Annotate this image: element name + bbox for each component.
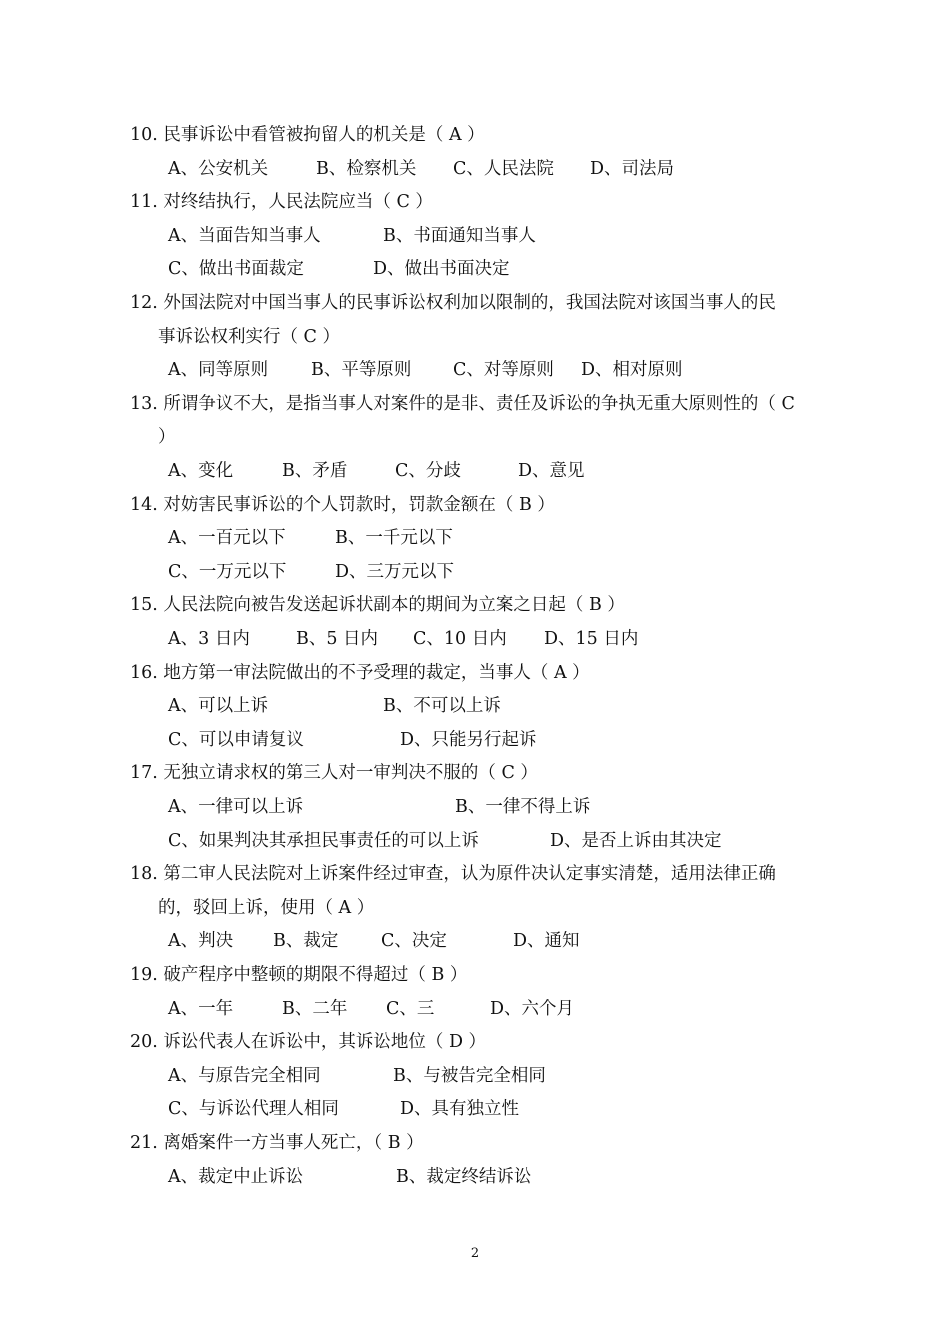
answer-option: B、矛盾	[282, 461, 348, 481]
answer-option: A、3 日内	[168, 629, 250, 649]
answer-option: C、三	[386, 998, 435, 1019]
question-stem-continued: 的，驳回上诉，使用（ A ）	[158, 897, 375, 918]
question-stem: 14. 对妨害民事诉讼的个人罚款时，罚款金额在（ B ）	[130, 494, 555, 515]
answer-option: A、变化	[168, 461, 234, 481]
page-number: 2	[470, 1246, 480, 1261]
answer-option: D、六个月	[490, 998, 575, 1019]
answer-option: C、分歧	[395, 461, 461, 481]
question-stem: 11. 对终结执行，人民法院应当（ C ）	[130, 192, 433, 213]
option-row	[168, 1093, 848, 1127]
answer-option: B、平等原则	[311, 360, 412, 381]
answer-option: C、一万元以下	[168, 561, 287, 582]
answer-option: C、10 日内	[413, 629, 507, 649]
answer-option: A、一律可以上诉	[168, 797, 304, 817]
answer-option: B、裁定终结诉讼	[396, 1166, 532, 1187]
answer-option: D、具有独立性	[400, 1099, 520, 1120]
option-row	[168, 354, 848, 388]
answer-option: A、判决	[168, 931, 234, 952]
answer-option: B、检察机关	[316, 158, 417, 179]
question-stem: 17. 无独立请求权的第三人对一审判决不服的（ C ）	[130, 763, 538, 784]
answer-option: D、只能另行起诉	[400, 729, 537, 750]
question-stem: 18. 第二审人民法院对上诉案件经过审查，认为原件决认定事实清楚，适用法律正确	[130, 864, 776, 885]
option-row	[168, 1161, 848, 1195]
option-row	[168, 825, 848, 859]
option-row	[168, 724, 848, 758]
option-row	[168, 925, 848, 959]
answer-option: A、一年	[168, 998, 234, 1019]
answer-option: D、做出书面决定	[373, 259, 510, 280]
answer-option: A、一百元以下	[168, 528, 286, 549]
option-row	[168, 522, 848, 556]
answer-option: A、同等原则	[168, 360, 269, 381]
question-stem: 13. 所谓争议不大，是指当事人对案件的是非、责任及诉讼的争执无重大原则性的（ C	[130, 393, 795, 414]
option-row	[168, 455, 848, 489]
answer-option: A、裁定中止诉讼	[168, 1166, 304, 1187]
option-row	[168, 1060, 848, 1094]
answer-option: D、意见	[518, 461, 585, 481]
answer-option: A、与原告完全相同	[168, 1065, 321, 1086]
option-row	[168, 623, 848, 657]
answer-option: D、15 日内	[544, 629, 639, 649]
option-row	[168, 220, 848, 254]
answer-option: B、不可以上诉	[383, 696, 501, 717]
option-row	[168, 153, 848, 187]
option-row	[168, 253, 848, 287]
answer-option: C、如果判决其承担民事责任的可以上诉	[168, 830, 479, 851]
question-stem: 21. 离婚案件一方当事人死亡，（ B ）	[130, 1133, 424, 1153]
answer-option: D、三万元以下	[335, 561, 455, 582]
answer-option: C、可以申请复议	[168, 729, 304, 750]
answer-option: C、做出书面裁定	[168, 259, 304, 280]
answer-option: D、相对原则	[581, 360, 683, 381]
question-stem-continued: ）	[158, 427, 176, 448]
option-row	[168, 556, 848, 590]
answer-option: B、二年	[282, 998, 348, 1019]
option-row	[168, 993, 848, 1027]
question-stem: 20. 诉讼代表人在诉讼中，其诉讼地位（ D ）	[130, 1032, 487, 1053]
answer-option: B、5 日内	[296, 629, 379, 649]
answer-option: D、通知	[513, 931, 580, 952]
answer-option: B、一律不得上诉	[455, 797, 591, 817]
answer-option: B、裁定	[273, 931, 339, 952]
question-stem: 15. 人民法院向被告发送起诉状副本的期间为立案之日起（ B ）	[130, 595, 625, 616]
answer-option: A、公安机关	[168, 158, 269, 179]
question-stem: 19. 破产程序中整顿的期限不得超过（ B ）	[130, 965, 468, 985]
answer-option: C、对等原则	[453, 360, 554, 381]
question-stem: 10. 民事诉讼中看管被拘留人的机关是（ A ）	[130, 125, 485, 145]
option-row	[168, 791, 848, 825]
answer-option: D、是否上诉由其决定	[550, 830, 722, 851]
answer-option: A、当面告知当事人	[168, 225, 321, 246]
answer-option: B、与被告完全相同	[393, 1065, 546, 1086]
question-stem: 16. 地方第一审法院做出的不予受理的裁定，当事人（ A ）	[130, 662, 590, 683]
answer-option: C、人民法院	[453, 158, 554, 179]
answer-option: D、司法局	[590, 158, 675, 179]
option-row	[168, 690, 848, 724]
answer-option: B、一千元以下	[335, 528, 453, 549]
answer-option: B、书面通知当事人	[383, 225, 536, 246]
answer-option: C、与诉讼代理人相同	[168, 1099, 339, 1120]
question-stem: 12. 外国法院对中国当事人的民事诉讼权利加以限制的，我国法院对该国当事人的民	[130, 293, 776, 313]
answer-option: C、决定	[381, 931, 447, 952]
answer-option: A、可以上诉	[168, 696, 269, 717]
question-stem-continued: 事诉讼权利实行（ C ）	[158, 326, 341, 347]
